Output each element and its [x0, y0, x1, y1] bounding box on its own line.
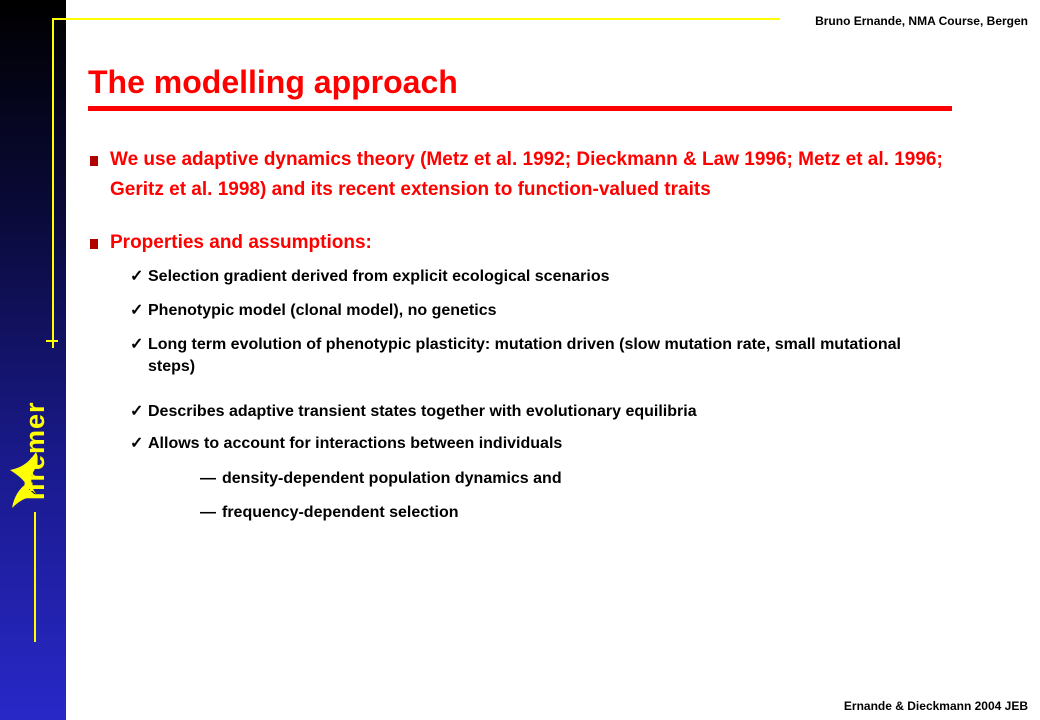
left-frame-line	[52, 18, 54, 348]
checkmark-icon: ✓	[130, 336, 144, 353]
checkmark-icon: ✓	[130, 435, 144, 452]
check-item	[130, 266, 930, 288]
title-underline	[88, 106, 952, 111]
bullet-text: We use adaptive dynamics theory (Metz et al. 1992; Dieckmann & Law 1996; Metz et al. 1996; Geritz et al. 1998) and its recent extension to function-valued traits	[110, 149, 943, 200]
footer-credit: Ernande & Dieckmann 2004 JEB	[843, 699, 1028, 713]
check-item	[130, 401, 930, 423]
check-item-text: Phenotypic model (clonal model), no genetics	[148, 302, 497, 319]
check-item	[130, 300, 930, 322]
sub-item-text: density-dependent population dynamics and	[222, 470, 562, 487]
check-item-text: Allows to account for interactions between individuals	[148, 435, 563, 452]
check-item-text: Selection gradient derived from explicit ecological scenarios	[148, 268, 610, 285]
bullet-properties	[90, 228, 950, 258]
check-item-text: Long term evolution of phenotypic plasticity: mutation driven (slow mutation rate, small mutational steps)	[148, 336, 901, 375]
bullet-text: Properties and assumptions:	[110, 232, 372, 253]
check-item-text: Describes adaptive transient states together with evolutionary equilibria	[148, 403, 697, 420]
square-bullet-icon	[90, 239, 98, 249]
dash-bullet: —	[200, 504, 216, 521]
bullet-adaptive-dynamics	[90, 145, 950, 205]
check-item	[130, 433, 930, 455]
bottom-left-frame-line	[34, 512, 36, 642]
checkmark-icon: ✓	[130, 268, 144, 285]
sub-item	[200, 468, 800, 490]
ifremer-logo: Ifremer	[20, 401, 50, 500]
sidebar	[0, 0, 66, 720]
square-bullet-icon	[90, 156, 98, 166]
checkmark-icon: ✓	[130, 403, 144, 420]
check-item	[130, 334, 930, 378]
dash-bullet: —	[200, 470, 216, 487]
sub-item	[200, 502, 800, 524]
checkmark-icon: ✓	[130, 302, 144, 319]
sub-item-text: frequency-dependent selection	[222, 504, 459, 521]
logo-rule-line	[46, 340, 58, 342]
slide-title: The modelling approach	[88, 64, 458, 100]
top-frame-line	[52, 18, 780, 20]
header-credit: Bruno Ernande, NMA Course, Bergen	[815, 14, 1028, 28]
